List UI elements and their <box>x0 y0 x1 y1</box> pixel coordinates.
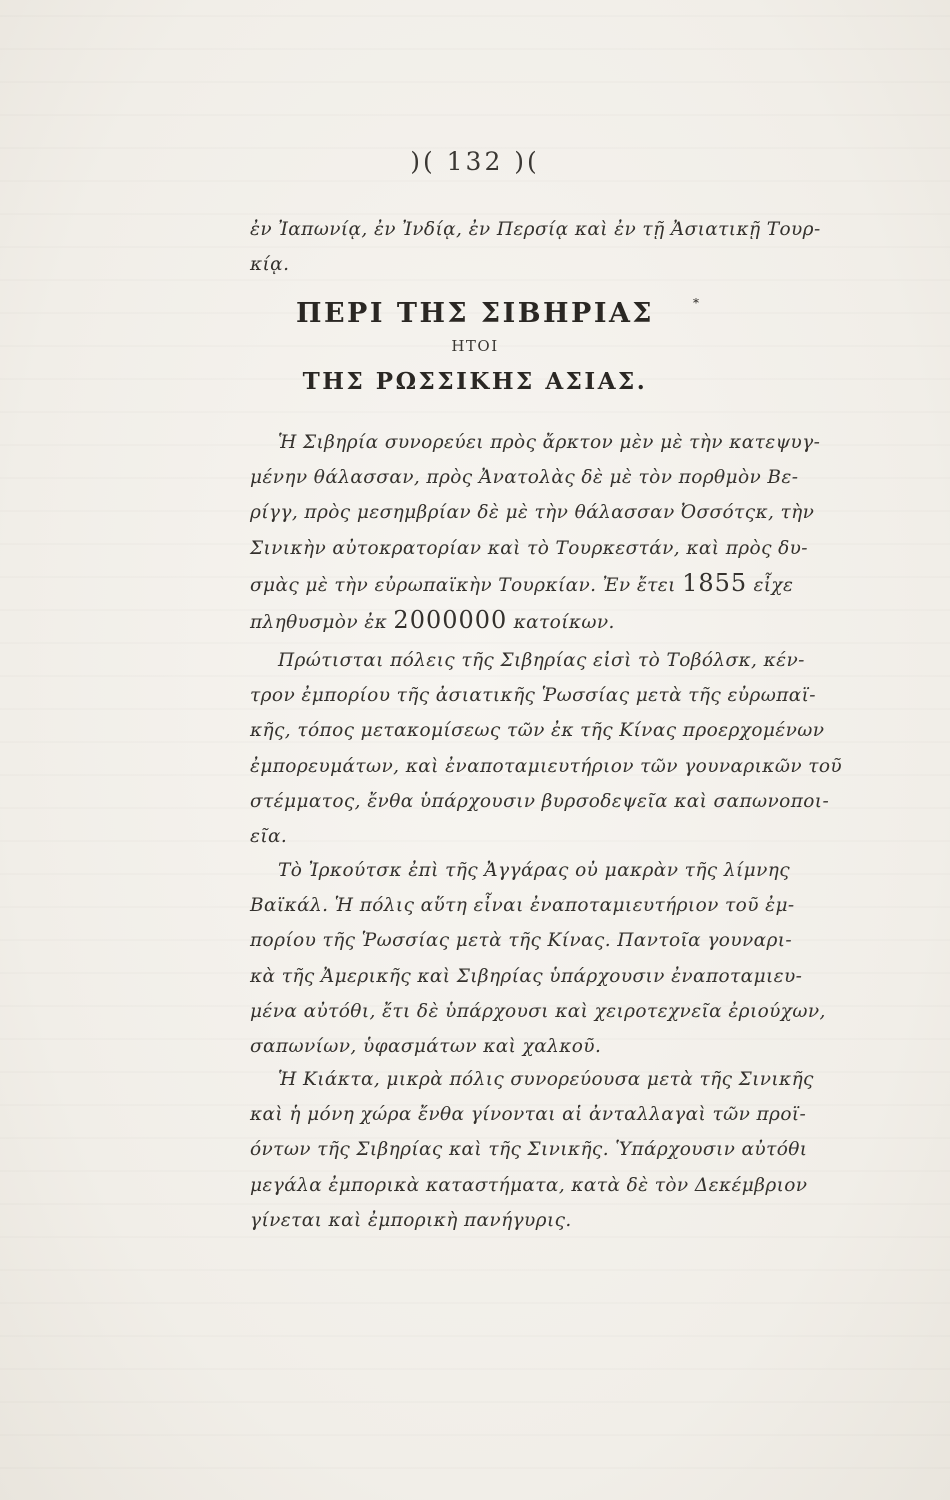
paragraph-2 <box>250 643 843 854</box>
text-line: μεγάλα ἐμπορικὰ καταστήματα, κατὰ δὲ τὸν Δεκέμβριον <box>250 1174 808 1196</box>
text-line: εῖα. <box>250 826 288 848</box>
text-line: πορίου τῆς Ῥωσσίας μετὰ τῆς Κίνας. Παντοῖα γουναρι- <box>250 930 793 952</box>
page-number: )( 132 )( <box>410 147 540 176</box>
text-fragment: πληθυσμὸν ἐκ <box>250 612 388 634</box>
section-subtitle: ΗΤΟΙ <box>451 337 499 355</box>
text-line: κὰ τῆς Ἀμερικῆς καὶ Σιβηρίας ὑπάρχουσιν ἐναποταμιευ- <box>250 965 803 987</box>
text-line: Ἡ Κιάκτα, μικρὰ πόλις συνορεύουσα μετὰ τῆς Σινικῆς <box>278 1069 814 1090</box>
text-fragment: κατοίκων. <box>513 612 615 634</box>
text-line: μένα αὐτόθι, ἔτι δὲ ὑπάρχουσι καὶ χειροτεχνεῖα ἐριούχων, <box>250 1000 826 1022</box>
paragraph-1 <box>250 425 821 640</box>
text-line: καὶ ἡ μόνη χώρα ἔνθα γίνονται αἱ ἀνταλλαγαὶ τῶν προϊ- <box>250 1104 807 1126</box>
paragraph-3 <box>250 853 826 1064</box>
text-line: κίᾳ. <box>250 254 290 276</box>
text-line: ἐν Ἰαπωνίᾳ, ἐν Ἰνδίᾳ, ἐν Περσίᾳ καὶ ἐν τῇ Ἀσιατικῇ Τουρ- <box>250 219 821 240</box>
paragraph-4 <box>250 1062 814 1238</box>
year-number: 1855 <box>682 568 748 597</box>
text-fragment: εἶχε <box>753 574 794 596</box>
text-line: Σινικὴν αὐτοκρατορίαν καὶ τὸ Τουρκεστάν, καὶ πρὸς δυ- <box>250 537 808 559</box>
text-line: Βαϊκάλ. Ἡ πόλις αὕτη εἶναι ἐναποταμιευτήριον τοῦ ἐμ- <box>250 895 795 917</box>
text-line <box>250 603 790 640</box>
footnote-mark: * <box>693 296 699 310</box>
text-line: ρίγγ, πρὸς μεσημβρίαν δὲ μὲ τὴν θάλασσαν Ὀσσότςκ, τὴν <box>250 502 815 524</box>
text-line: σαπωνίων, ὑφασμάτων καὶ χαλκοῦ. <box>250 1036 602 1058</box>
text-line: γίνεται καὶ ἐμπορικὴ πανήγυρις. <box>250 1209 572 1231</box>
text-line: ἐμπορευμάτων, καὶ ἐναποταμιευτήριον τῶν γουναρικῶν τοῦ <box>250 755 843 777</box>
text-line: Τὸ Ἰρκούτσκ ἐπὶ τῆς Ἀγγάρας οὐ μακρὰν τῆς λίμνης <box>278 860 790 881</box>
section-title: ΠΕΡΙ ΤΗΣ ΣΙΒΗΡΙΑΣ <box>295 298 655 329</box>
section-title-second: ΤΗΣ ΡΩΣΣΙΚΗΣ ΑΣΙΑΣ. <box>302 368 648 395</box>
text-line: τρον ἐμπορίου τῆς ἀσιατικῆς Ῥωσσίας μετὰ τῆς εὐρωπαϊ- <box>250 685 816 707</box>
text-line: κῆς, τόπος μετακομίσεως τῶν ἐκ τῆς Κίνας προερχομένων <box>250 720 825 742</box>
population-number: 2000000 <box>393 606 508 635</box>
text-line: όντων τῆς Σιβηρίας καὶ τῆς Σινικῆς. Ὑπάρχουσιν αὐτόθι <box>250 1139 808 1161</box>
text-line: Πρώτισται πόλεις τῆς Σιβηρίας εἰσὶ τὸ Τοβόλσκ, κέν- <box>278 650 805 671</box>
text-line: στέμματος, ἔνθα ὑπάρχουσιν βυρσοδεψεῖα καὶ σαπωνοποι- <box>250 790 830 812</box>
text-line: μένην θάλασσαν, πρὸς Ἀνατολὰς δὲ μὲ τὸν πορθμὸν Βε- <box>250 467 799 489</box>
intro-block <box>250 212 821 282</box>
text-line: Ἡ Σιβηρία συνορεύει πρὸς ἄρκτον μὲν μὲ τὴν κατεψυγ- <box>278 432 821 453</box>
text-fragment: σμὰς μὲ τὴν εὐρωπαϊκὴν Τουρκίαν. Ἐν ἔτει <box>250 574 676 596</box>
text-line <box>250 566 794 603</box>
